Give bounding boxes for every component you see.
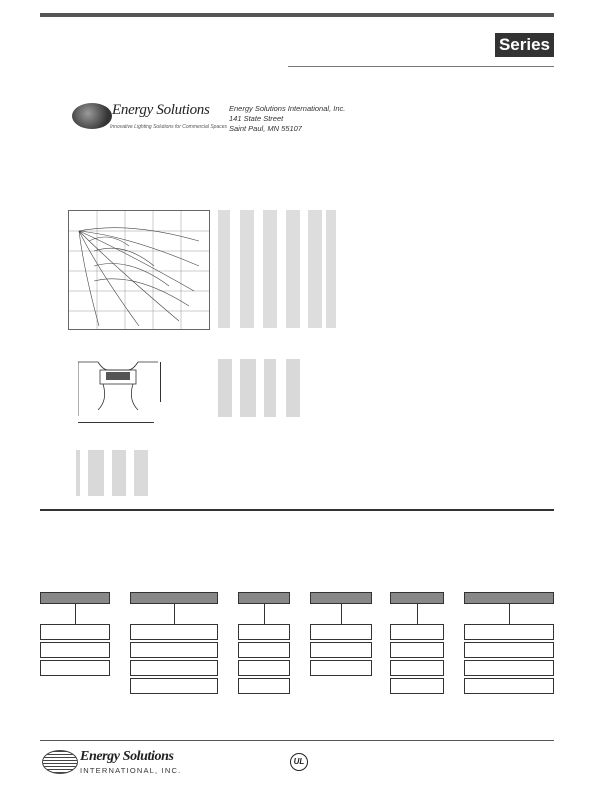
dimension-table xyxy=(72,448,152,498)
address-line-3: Saint Paul, MN 55107 xyxy=(229,124,302,133)
order-option-cell xyxy=(390,642,444,658)
spec-table xyxy=(218,355,308,420)
spec-table-graphic xyxy=(218,355,308,420)
order-option-cell xyxy=(130,624,218,640)
order-column-connector xyxy=(264,604,265,624)
order-column-connector xyxy=(417,604,418,624)
order-option-cell xyxy=(464,642,554,658)
ul-cert-icon: UL xyxy=(290,753,308,771)
series-badge: Series xyxy=(495,33,554,57)
header-divider xyxy=(288,66,554,67)
order-column-6 xyxy=(464,592,554,694)
order-column-connector xyxy=(174,604,175,624)
photometric-chart xyxy=(68,210,210,330)
globe-logo-icon xyxy=(72,103,112,129)
order-option-cell xyxy=(390,660,444,676)
dimension-line-bottom xyxy=(78,422,154,423)
order-column-header xyxy=(40,592,110,604)
section-divider xyxy=(40,509,554,511)
order-column-3 xyxy=(238,592,290,694)
order-column-connector xyxy=(509,604,510,624)
photometric-chart-graphic xyxy=(69,211,209,329)
company-tagline: Innovative Lighting Solutions for Commercial Spaces xyxy=(110,124,228,130)
top-rule xyxy=(40,13,554,17)
order-option-cell xyxy=(40,660,110,676)
order-option-cell xyxy=(390,678,444,694)
order-column-5 xyxy=(390,592,444,694)
dimension-line xyxy=(160,362,161,402)
company-logo-name: Energy Solutions xyxy=(112,102,210,118)
order-option-cell xyxy=(130,660,218,676)
order-option-cell xyxy=(310,624,372,640)
order-option-cell xyxy=(238,678,290,694)
order-option-cell xyxy=(130,678,218,694)
address-line-1: Energy Solutions International, Inc. xyxy=(229,104,346,113)
dimension-table-graphic xyxy=(72,448,152,498)
fixture-drawing-graphic xyxy=(78,360,158,416)
order-option-cell xyxy=(310,642,372,658)
order-column-header xyxy=(390,592,444,604)
order-option-cell xyxy=(238,660,290,676)
address-line-2: 141 State Street xyxy=(229,114,284,123)
order-option-cell xyxy=(464,624,554,640)
fixture-drawing xyxy=(78,360,158,416)
order-column-connector xyxy=(75,604,76,624)
order-option-cell xyxy=(238,642,290,658)
photometric-table-graphic xyxy=(218,205,338,330)
order-option-cell xyxy=(390,624,444,640)
order-column-header xyxy=(130,592,218,604)
order-option-cell xyxy=(310,660,372,676)
order-option-cell xyxy=(464,660,554,676)
footer-brand-sub: INTERNATIONAL, INC. xyxy=(80,766,182,775)
order-column-1 xyxy=(40,592,110,676)
photometric-table xyxy=(218,205,338,330)
order-column-connector xyxy=(341,604,342,624)
order-column-header xyxy=(464,592,554,604)
footer-brand: Energy Solutions xyxy=(80,749,174,764)
order-option-cell xyxy=(40,642,110,658)
order-option-cell xyxy=(130,642,218,658)
order-column-header xyxy=(238,592,290,604)
globe-logo-icon xyxy=(42,750,78,774)
order-option-cell xyxy=(40,624,110,640)
order-column-header xyxy=(310,592,372,604)
order-option-cell xyxy=(238,624,290,640)
order-column-4 xyxy=(310,592,372,676)
order-option-cell xyxy=(464,678,554,694)
order-column-2 xyxy=(130,592,218,694)
footer-rule xyxy=(40,740,554,741)
